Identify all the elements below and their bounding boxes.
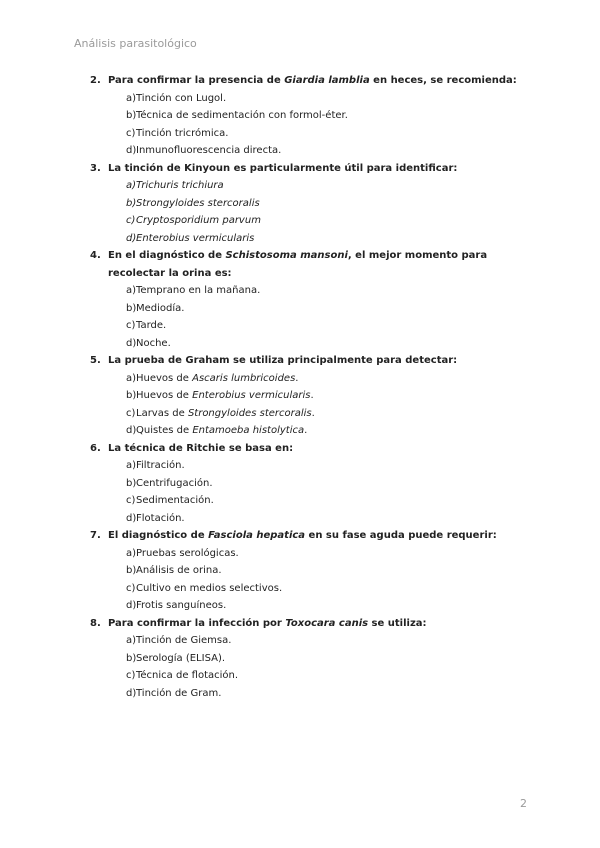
question-block: [90, 72, 530, 160]
question-text: [90, 615, 530, 633]
option-letter: b): [126, 197, 137, 209]
option-item: [90, 107, 530, 125]
question-number: 5.: [90, 355, 101, 366]
option-letter: b): [126, 565, 137, 576]
option-text-part: Cryptosporidium parvum: [136, 215, 261, 226]
option-text: [136, 320, 166, 331]
option-item: [90, 597, 530, 615]
option-letter: d): [126, 425, 137, 436]
option-letter: d): [126, 512, 137, 524]
option-item: [90, 125, 530, 143]
option-text: [136, 583, 282, 594]
option-text: [136, 285, 260, 296]
option-item: [90, 370, 530, 388]
option-text-part: Serología (ELISA).: [136, 652, 226, 664]
option-text: [136, 688, 221, 699]
option-text-part: .: [311, 407, 315, 419]
option-letter: a): [126, 547, 137, 559]
question-text-part: Para confirmar la presencia de: [108, 75, 285, 86]
option-text-part: Ascaris lumbricoides: [192, 372, 296, 384]
option-item: [90, 405, 530, 423]
option-letter: a): [126, 635, 137, 646]
question-text-part: La técnica de Ritchie se basa en:: [108, 442, 294, 454]
option-text-part: Noche.: [136, 337, 171, 349]
option-text: [136, 233, 254, 244]
option-text: [136, 670, 238, 681]
option-text-part: Huevos de: [136, 372, 193, 384]
option-text-part: Trichuris trichiura: [136, 180, 224, 191]
option-letter: c): [126, 127, 136, 139]
option-item: [90, 335, 530, 353]
option-text: [136, 180, 224, 191]
option-item: [90, 195, 530, 213]
option-text-part: Frotis sanguíneos.: [136, 600, 227, 611]
question-number: 8.: [90, 617, 101, 629]
option-list: [90, 90, 530, 160]
option-text-part: Mediodía.: [136, 302, 185, 314]
option-text: [136, 478, 213, 489]
option-item: [90, 142, 530, 160]
question-text: [90, 527, 530, 545]
question-block: [90, 247, 530, 352]
option-item: [90, 545, 530, 563]
option-text-part: Técnica de flotación.: [136, 670, 239, 681]
option-text-part: Tinción de Giemsa.: [136, 635, 232, 646]
question-text-part: Giardia lamblia: [284, 75, 370, 86]
option-text-part: Centrifugación.: [136, 477, 213, 489]
option-text: [136, 408, 315, 419]
option-text: [136, 373, 298, 384]
option-text: [136, 495, 214, 506]
question-text-part: en heces, se recomienda:: [369, 75, 517, 86]
question-number: 4.: [90, 250, 101, 261]
option-item: [90, 492, 530, 510]
option-letter: c): [126, 407, 136, 419]
question-text-part: Toxocara canis: [285, 617, 369, 629]
option-list: [90, 370, 530, 440]
option-text-part: Temprano en la mañana.: [136, 285, 261, 296]
option-letter: d): [126, 687, 137, 699]
option-item: [90, 177, 530, 195]
question-text-part: se utiliza:: [368, 617, 427, 629]
question-text-part: Fasciola hepatica: [208, 530, 306, 541]
option-list: [90, 282, 530, 352]
option-text: [136, 110, 348, 121]
question-text: [90, 72, 530, 90]
option-list: [90, 632, 530, 702]
option-text: [136, 215, 261, 226]
question-text-part: , el mejor momento para recolectar la orina es:: [108, 250, 488, 279]
option-letter: c): [126, 582, 136, 594]
option-text-part: Entamoeba histolytica: [192, 425, 305, 436]
question-text-part: La prueba de Graham se utiliza principalmente para detectar:: [108, 355, 458, 366]
option-text-part: Strongyloides stercoralis: [187, 407, 312, 419]
option-text: [136, 93, 226, 104]
option-letter: b): [126, 652, 137, 664]
option-letter: c): [126, 495, 136, 506]
question-text-part: En el diagnóstico de: [108, 250, 226, 261]
option-item: [90, 212, 530, 230]
option-text-part: .: [304, 425, 308, 436]
option-item: [90, 300, 530, 318]
option-list: [90, 457, 530, 527]
option-text-part: Análisis de orina.: [136, 565, 222, 576]
question-text-part: en su fase aguda puede requerir:: [305, 530, 497, 541]
option-item: [90, 562, 530, 580]
option-text-part: Tarde.: [136, 320, 167, 331]
option-item: [90, 317, 530, 335]
option-text-part: Tinción con Lugol.: [136, 92, 227, 104]
question-text-part: La tinción de Kinyoun es particularmente útil para identificar:: [108, 162, 458, 174]
option-item: [90, 510, 530, 528]
option-text-part: Inmunofluorescencia directa.: [136, 145, 282, 156]
option-text: [136, 653, 225, 664]
option-text: [136, 390, 314, 401]
question-number: 7.: [90, 530, 101, 541]
option-list: [90, 545, 530, 615]
option-text-part: Pruebas serológicas.: [136, 547, 239, 559]
option-letter: d): [126, 145, 137, 156]
question-block: [90, 440, 530, 528]
option-letter: b): [126, 390, 137, 401]
option-text-part: Strongyloides stercoralis: [136, 197, 260, 209]
option-item: [90, 580, 530, 598]
option-item: [90, 632, 530, 650]
option-text: [136, 145, 281, 156]
question-text-part: Para confirmar la infección por: [108, 617, 286, 629]
question-number: 6.: [90, 442, 101, 454]
option-item: [90, 475, 530, 493]
option-item: [90, 90, 530, 108]
option-item: [90, 230, 530, 248]
option-text: [136, 635, 231, 646]
option-text: [136, 548, 239, 559]
option-text: [136, 600, 226, 611]
option-text: [136, 198, 260, 209]
option-text-part: Enterobius vermicularis: [136, 232, 255, 244]
option-item: [90, 457, 530, 475]
question-block: [90, 615, 530, 703]
option-text: [136, 303, 184, 314]
option-letter: d): [126, 232, 137, 244]
question-block: [90, 160, 530, 248]
option-letter: b): [126, 477, 137, 489]
question-text-part: Schistosoma mansoni: [225, 250, 348, 261]
option-text-part: Sedimentación.: [136, 495, 214, 506]
option-text-part: Larvas de: [136, 407, 188, 419]
option-letter: a): [126, 92, 137, 104]
option-text: [136, 128, 228, 139]
option-text-part: Tinción tricrómica.: [136, 127, 229, 139]
option-item: [90, 282, 530, 300]
option-text-part: Flotación.: [136, 512, 185, 524]
question-text: [90, 440, 530, 458]
option-text: [136, 338, 171, 349]
question-block: [90, 527, 530, 615]
option-letter: b): [126, 302, 137, 314]
option-list: [90, 177, 530, 247]
question-text-part: El diagnóstico de: [108, 530, 209, 541]
option-letter: c): [126, 320, 136, 331]
option-letter: a): [126, 372, 137, 384]
option-item: [90, 650, 530, 668]
option-text-part: Tinción de Gram.: [136, 687, 222, 699]
option-letter: a): [126, 285, 137, 296]
option-item: [90, 387, 530, 405]
question-number: 3.: [90, 162, 101, 174]
option-letter: c): [126, 215, 136, 226]
option-item: [90, 685, 530, 703]
option-text: [136, 565, 222, 576]
option-letter: b): [126, 110, 137, 121]
option-text: [136, 460, 185, 471]
option-letter: d): [126, 337, 137, 349]
option-text-part: .: [295, 372, 299, 384]
option-text-part: .: [310, 390, 314, 401]
option-text-part: Quistes de: [136, 425, 193, 436]
option-item: [90, 667, 530, 685]
question-text: [90, 352, 530, 370]
option-letter: a): [126, 460, 137, 471]
question-text: [90, 160, 530, 178]
option-text-part: Cultivo en medios selectivos.: [136, 582, 283, 594]
option-letter: a): [126, 180, 137, 191]
question-block: [90, 352, 530, 440]
option-text: [136, 513, 185, 524]
page-number: 2: [520, 797, 527, 810]
running-header: Análisis parasitológico: [74, 37, 197, 50]
option-letter: c): [126, 670, 136, 681]
option-letter: d): [126, 600, 137, 611]
option-item: [90, 422, 530, 440]
question-list: [90, 72, 530, 702]
option-text-part: Enterobius vermicularis: [192, 390, 311, 401]
question-text: [90, 247, 530, 282]
option-text-part: Técnica de sedimentación con formol-éter.: [136, 110, 348, 121]
option-text-part: Filtración.: [136, 460, 185, 471]
option-text: [136, 425, 307, 436]
question-number: 2.: [90, 75, 101, 86]
option-text-part: Huevos de: [136, 390, 193, 401]
